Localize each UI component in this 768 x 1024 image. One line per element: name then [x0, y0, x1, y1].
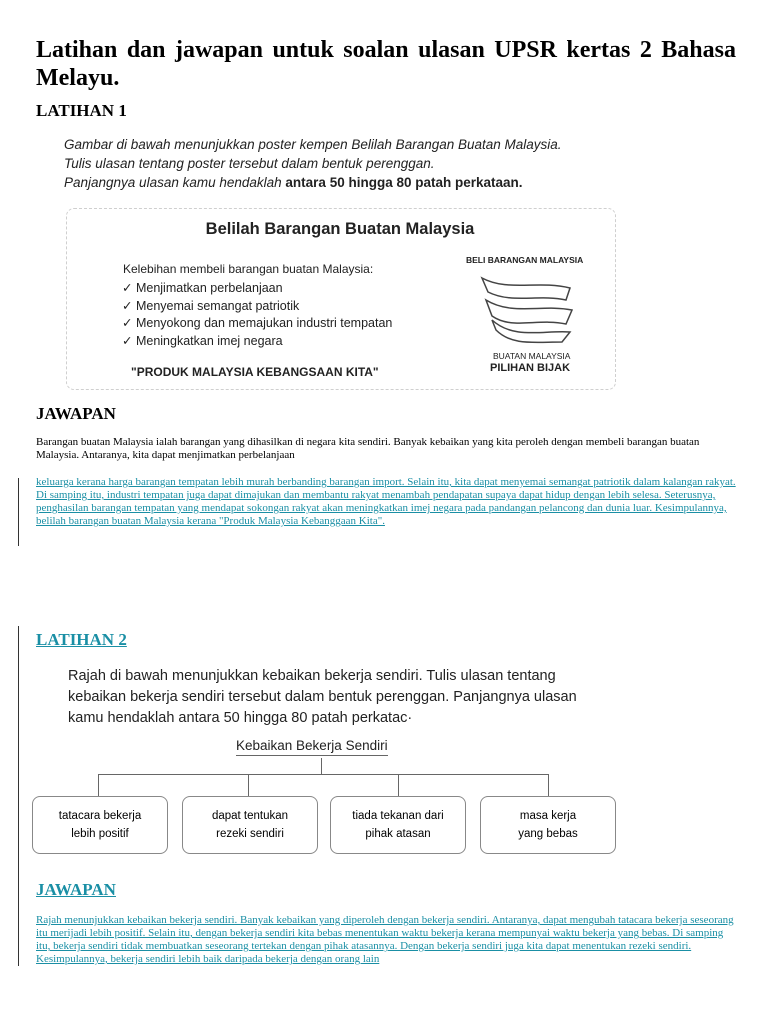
- diagram-box: [32, 796, 168, 854]
- latihan-1-heading: LATIHAN 1: [36, 101, 127, 120]
- logo-bottom-text-1: BUATAN MALAYSIA: [493, 351, 571, 361]
- malaysia-logo-icon: [478, 270, 578, 346]
- instruction-line-3: kamu hendaklah antara 50 hingga 80 patah perkatac·: [68, 710, 413, 726]
- logo-top-text: BELI BARANGAN MALAYSIA: [466, 255, 584, 265]
- jawapan-1-heading: JAWAPAN: [36, 404, 116, 423]
- latihan-1-instruction: [64, 135, 624, 192]
- connector-line: [398, 774, 399, 796]
- connector-line: [98, 774, 548, 775]
- instruction-line-3b: antara 50 hingga 80 patah perkataan.: [285, 175, 523, 190]
- benefit-text: Meningkatkan imej negara: [135, 333, 283, 348]
- box-line: dapat tentukan: [211, 810, 289, 822]
- poster-intro: Kelebihan membeli barangan buatan Malaysia:: [123, 262, 374, 276]
- jawapan-1-continuation: keluarga kerana harga barangan tempatan lebih murah berbanding barangan import. Selain itu, kita dapat menyemai semangat patriotik dalam kalangan rakyat. Di samping itu, industri tempatan juga dapat dimajukan dan membantu rakyat menambah pendapatan supaya dapat hidup dengan lebih selesa. Seterusnya, penghasilan barangan tempatan yang mendapat sokongan rakyat akan meningkatkan imej negara pada pandangan pelancong dan dunia luar. Kesimpulannya, belilah barangan buatan Malaysia kerana "Produk Malaysia Kebanggaan Kita".: [36, 476, 736, 527]
- instruction-line-2: kebaikan bekerja sendiri tersebut dalam bentuk perenggan. Panjangnya ulasan: [68, 689, 577, 705]
- check-icon: ✓: [122, 333, 133, 348]
- benefit-item: [122, 315, 392, 333]
- instruction-line-3: [64, 173, 624, 192]
- jawapan-1-intro: Barangan buatan Malaysia ialah barangan yang dihasilkan di negara kita sendiri. Banyak kebaikan yang kita peroleh dengan membeli barangan buatan Malaysia. Antaranya, kita dapat menjimatkan perbelanjaan: [36, 436, 700, 461]
- benefit-item: [122, 280, 392, 298]
- margin-bar: [18, 626, 19, 966]
- connector-line: [98, 774, 99, 796]
- box-line: rezeki sendiri: [216, 828, 284, 840]
- box-line: tiada tekanan dari: [352, 810, 444, 822]
- jawapan-2-heading: JAWAPAN: [36, 880, 116, 899]
- connector-line: [548, 774, 549, 796]
- poster-slogan: "PRODUK MALAYSIA KEBANGSAAN KITA": [131, 365, 379, 379]
- margin-bar: [18, 478, 19, 546]
- poster-benefit-list: [122, 280, 392, 350]
- diagram-title: Kebaikan Bekerja Sendiri: [236, 738, 388, 756]
- latihan-2-heading: LATIHAN 2: [36, 630, 127, 649]
- check-icon: ✓: [122, 316, 133, 330]
- benefit-text: Menjimatkan perbelanjaan: [135, 281, 283, 295]
- box-line: pihak atasan: [365, 828, 431, 840]
- connector-line: [321, 758, 322, 774]
- instruction-line-1: Rajah di bawah menunjukkan kebaikan bekerja sendiri. Tulis ulasan tentang: [68, 668, 556, 684]
- benefit-item: [122, 298, 392, 316]
- logo-bottom-text-2: PILIHAN BIJAK: [490, 362, 571, 374]
- instruction-line-3a: Panjangnya ulasan kamu hendaklah: [64, 175, 286, 190]
- box-line: yang bebas: [518, 828, 578, 840]
- diagram-box: [182, 796, 318, 854]
- box-line: lebih positif: [71, 828, 129, 840]
- benefit-text: Menyokong dan memajukan industri tempatan: [135, 316, 393, 330]
- instruction-line-2: Tulis ulasan tentang poster tersebut dalam bentuk perenggan.: [64, 156, 435, 171]
- instruction-line-1: Gambar di bawah menunjukkan poster kempen Belilah Barangan Buatan Malaysia.: [64, 137, 562, 152]
- latihan-2-instruction: [68, 666, 628, 729]
- page-title: Latihan dan jawapan untuk soalan ulasan UPSR kertas 2 Bahasa Melayu.: [36, 37, 736, 91]
- poster-title: Belilah Barangan Buatan Malaysia: [205, 220, 475, 238]
- check-icon: ✓: [122, 281, 133, 295]
- benefit-item: [122, 333, 392, 351]
- connector-line: [248, 774, 249, 796]
- check-icon: ✓: [122, 298, 133, 313]
- box-line: masa kerja: [519, 810, 577, 822]
- jawapan-2-text: Rajah menunjukkan kebaikan bekerja sendiri. Banyak kebaikan yang diperoleh dengan bekerja sendiri. Antaranya, dapat mengubah tatacara bekerja seseorang itu merijadi lebih positif. Selain itu, dengan bekerja sendiri kita bebas menentukan waktu bekerja kerana mempunyai waktu bekerja yang bebas. Di samping itu, bekerja sendiri tidak membuatkan seseorang tertekan dengan pihak atasannya. Dengan bekerja sendiri juga kita dapat menentukan rezeki sendiri. Kesimpulannya, bekerja sendiri lebih baik daripada bekerja dengan orang lain: [36, 914, 734, 965]
- diagram-box: [330, 796, 466, 854]
- box-line: tatacara bekerja: [58, 810, 142, 822]
- diagram-box: [480, 796, 616, 854]
- benefit-text: Menyemai semangat patriotik: [135, 298, 300, 313]
